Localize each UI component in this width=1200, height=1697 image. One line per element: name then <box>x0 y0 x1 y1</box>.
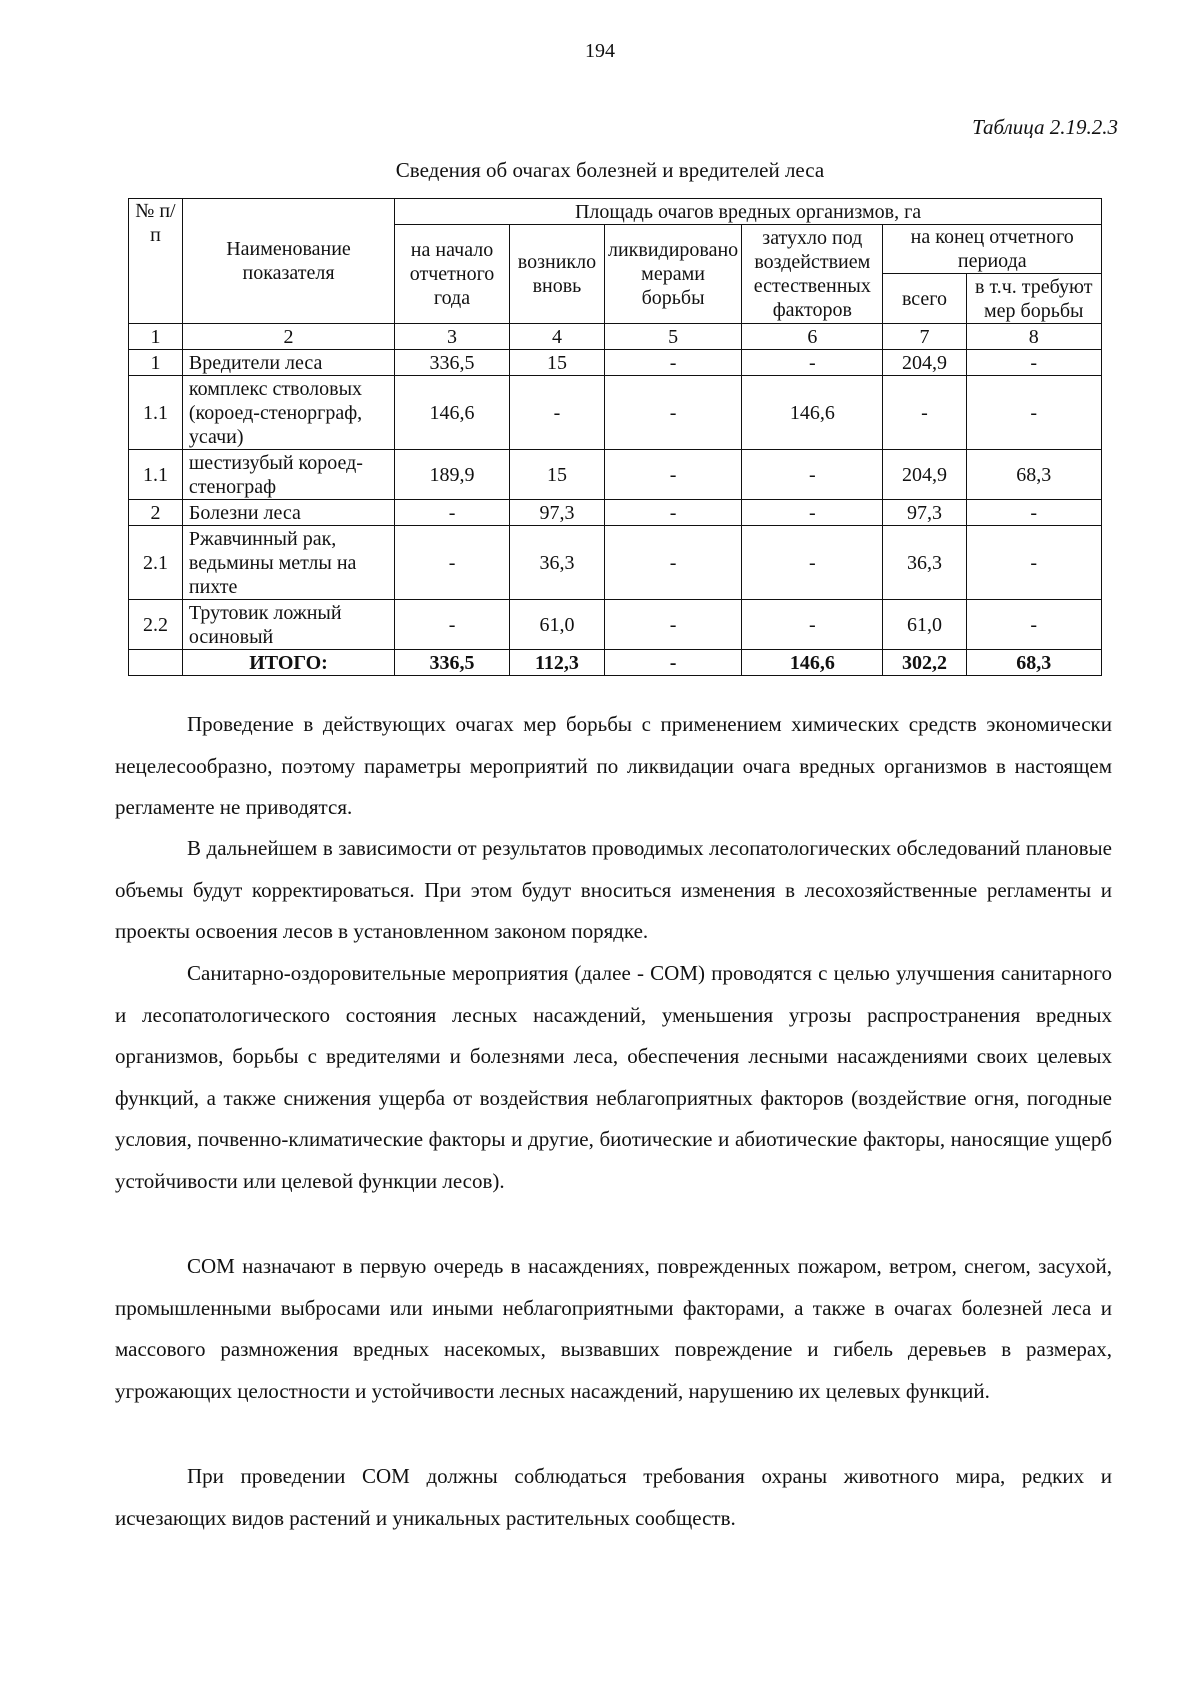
col-number: 4 <box>509 324 604 350</box>
row-name: комплекс стволовых (короед-стенорграф, усачи) <box>182 376 394 450</box>
row-new: 15 <box>509 450 604 500</box>
row-new: 15 <box>509 350 604 376</box>
row-name: шестизубый короед-стенограф <box>182 450 394 500</box>
row-total: 97,3 <box>883 500 966 526</box>
header-end-group: на конец отчетного периода <box>883 225 1102 274</box>
row-new: - <box>509 376 604 450</box>
row-requiring: 68,3 <box>966 450 1102 500</box>
header-liquidated: ликвидировано мерами борьбы <box>604 225 741 324</box>
row-num: 2 <box>129 500 183 526</box>
header-name: Наименование показателя <box>182 199 394 324</box>
row-total: 61,0 <box>883 600 966 650</box>
row-start: 146,6 <box>395 376 510 450</box>
row-start: - <box>395 526 510 600</box>
paragraph: В дальнейшем в зависимости от результатов проводимых лесопатологических обследований плановые объемы будут корректироваться. При этом будут вноситься изменения в лесохозяйственные регламенты и проекты освоения лесов в установленном законом порядке. <box>115 836 1112 943</box>
row-liquidated: - <box>604 350 741 376</box>
col-number: 2 <box>182 324 394 350</box>
total-start: 336,5 <box>395 650 510 676</box>
row-requiring: - <box>966 500 1102 526</box>
paragraph: СОМ назначают в первую очередь в насаждениях, поврежденных пожаром, ветром, снегом, засухой, промышленными выбросами или иными неблагоприятными факторами, а также в очагах болезней леса и массового размножения вредных насекомых, вызвавших повреждение и гибель деревьев в размерах, угрожающих целостности и устойчивости лесных насаждений, нарушению их целевых функций. <box>115 1254 1112 1403</box>
row-new: 97,3 <box>509 500 604 526</box>
row-total: 36,3 <box>883 526 966 600</box>
table-row <box>129 526 1102 600</box>
col-number: 1 <box>129 324 183 350</box>
row-num: 2.1 <box>129 526 183 600</box>
paragraph: Проведение в действующих очагах мер борьбы с применением химических средств экономически нецелесообразно, поэтому параметры мероприятий по ликвидации очага вредных организмов в настоящем регламенте не приводятся. <box>115 712 1112 819</box>
row-requiring: - <box>966 600 1102 650</box>
header-num: № п/п <box>129 199 183 324</box>
row-liquidated: - <box>604 376 741 450</box>
col-number: 8 <box>966 324 1102 350</box>
header-start: на начало отчетного года <box>395 225 510 324</box>
page-number: 194 <box>585 40 615 62</box>
table-row <box>129 500 1102 526</box>
total-total: 302,2 <box>883 650 966 676</box>
row-liquidated: - <box>604 500 741 526</box>
row-new: 61,0 <box>509 600 604 650</box>
row-name: Болезни леса <box>182 500 394 526</box>
pest-disease-table <box>128 198 1102 676</box>
table-row <box>129 350 1102 376</box>
row-faded: - <box>742 526 883 600</box>
header-total: всего <box>883 274 966 324</box>
row-liquidated: - <box>604 526 741 600</box>
row-faded: - <box>742 350 883 376</box>
table-row <box>129 600 1102 650</box>
header-new: возникло вновь <box>509 225 604 324</box>
table-row <box>129 450 1102 500</box>
total-row <box>129 650 1102 676</box>
row-num: 1.1 <box>129 450 183 500</box>
row-num: 1 <box>129 350 183 376</box>
row-faded: - <box>742 450 883 500</box>
total-new: 112,3 <box>509 650 604 676</box>
total-requiring: 68,3 <box>966 650 1102 676</box>
row-requiring: - <box>966 350 1102 376</box>
header-faded: затухло под воздействием естественных факторов <box>742 225 883 324</box>
row-num: 2.2 <box>129 600 183 650</box>
row-liquidated: - <box>604 600 741 650</box>
col-number: 3 <box>395 324 510 350</box>
row-liquidated: - <box>604 450 741 500</box>
row-faded: - <box>742 500 883 526</box>
col-number: 5 <box>604 324 741 350</box>
total-liquidated: - <box>604 650 741 676</box>
row-start: 336,5 <box>395 350 510 376</box>
row-start: - <box>395 600 510 650</box>
row-total: 204,9 <box>883 350 966 376</box>
table-title: Сведения об очагах болезней и вредителей леса <box>395 158 825 182</box>
row-requiring: - <box>966 376 1102 450</box>
row-faded: - <box>742 600 883 650</box>
row-start: 189,9 <box>395 450 510 500</box>
table-caption: Таблица 2.19.2.3 <box>972 115 1118 139</box>
row-name: Ржавчинный рак, ведьмины метлы на пихте <box>182 526 394 600</box>
column-number-row <box>129 324 1102 350</box>
row-name: Вредители леса <box>182 350 394 376</box>
row-total: - <box>883 376 966 450</box>
col-number: 6 <box>742 324 883 350</box>
header-requiring: в т.ч. требуют мер борьбы <box>966 274 1102 324</box>
row-total: 204,9 <box>883 450 966 500</box>
table-row <box>129 376 1102 450</box>
row-start: - <box>395 500 510 526</box>
row-requiring: - <box>966 526 1102 600</box>
paragraph: При проведении СОМ должны соблюдаться требования охраны животного мира, редких и исчезающих видов растений и уникальных растительных сообществ. <box>115 1464 1112 1530</box>
header-area-group: Площадь очагов вредных организмов, га <box>395 199 1102 225</box>
row-faded: 146,6 <box>742 376 883 450</box>
total-num <box>129 650 183 676</box>
col-number: 7 <box>883 324 966 350</box>
row-name: Трутовик ложный осиновый <box>182 600 394 650</box>
row-num: 1.1 <box>129 376 183 450</box>
total-label: ИТОГО: <box>182 650 394 676</box>
paragraph: Санитарно-оздоровительные мероприятия (далее - СОМ) проводятся с целью улучшения санитарного и лесопатологического состояния лесных насаждений, уменьшения угрозы распространения вредных организмов, борьбы с вредителями и болезнями леса, обеспечения лесными насаждениями своих целевых функций, а также снижения ущерба от воздействия неблагоприятных факторов (воздействие огня, погодные условия, почвенно-климатические факторы и другие, биотические и абиотические факторы, наносящие ущерб устойчивости или целевой функции лесов). <box>115 961 1112 1193</box>
total-faded: 146,6 <box>742 650 883 676</box>
row-new: 36,3 <box>509 526 604 600</box>
